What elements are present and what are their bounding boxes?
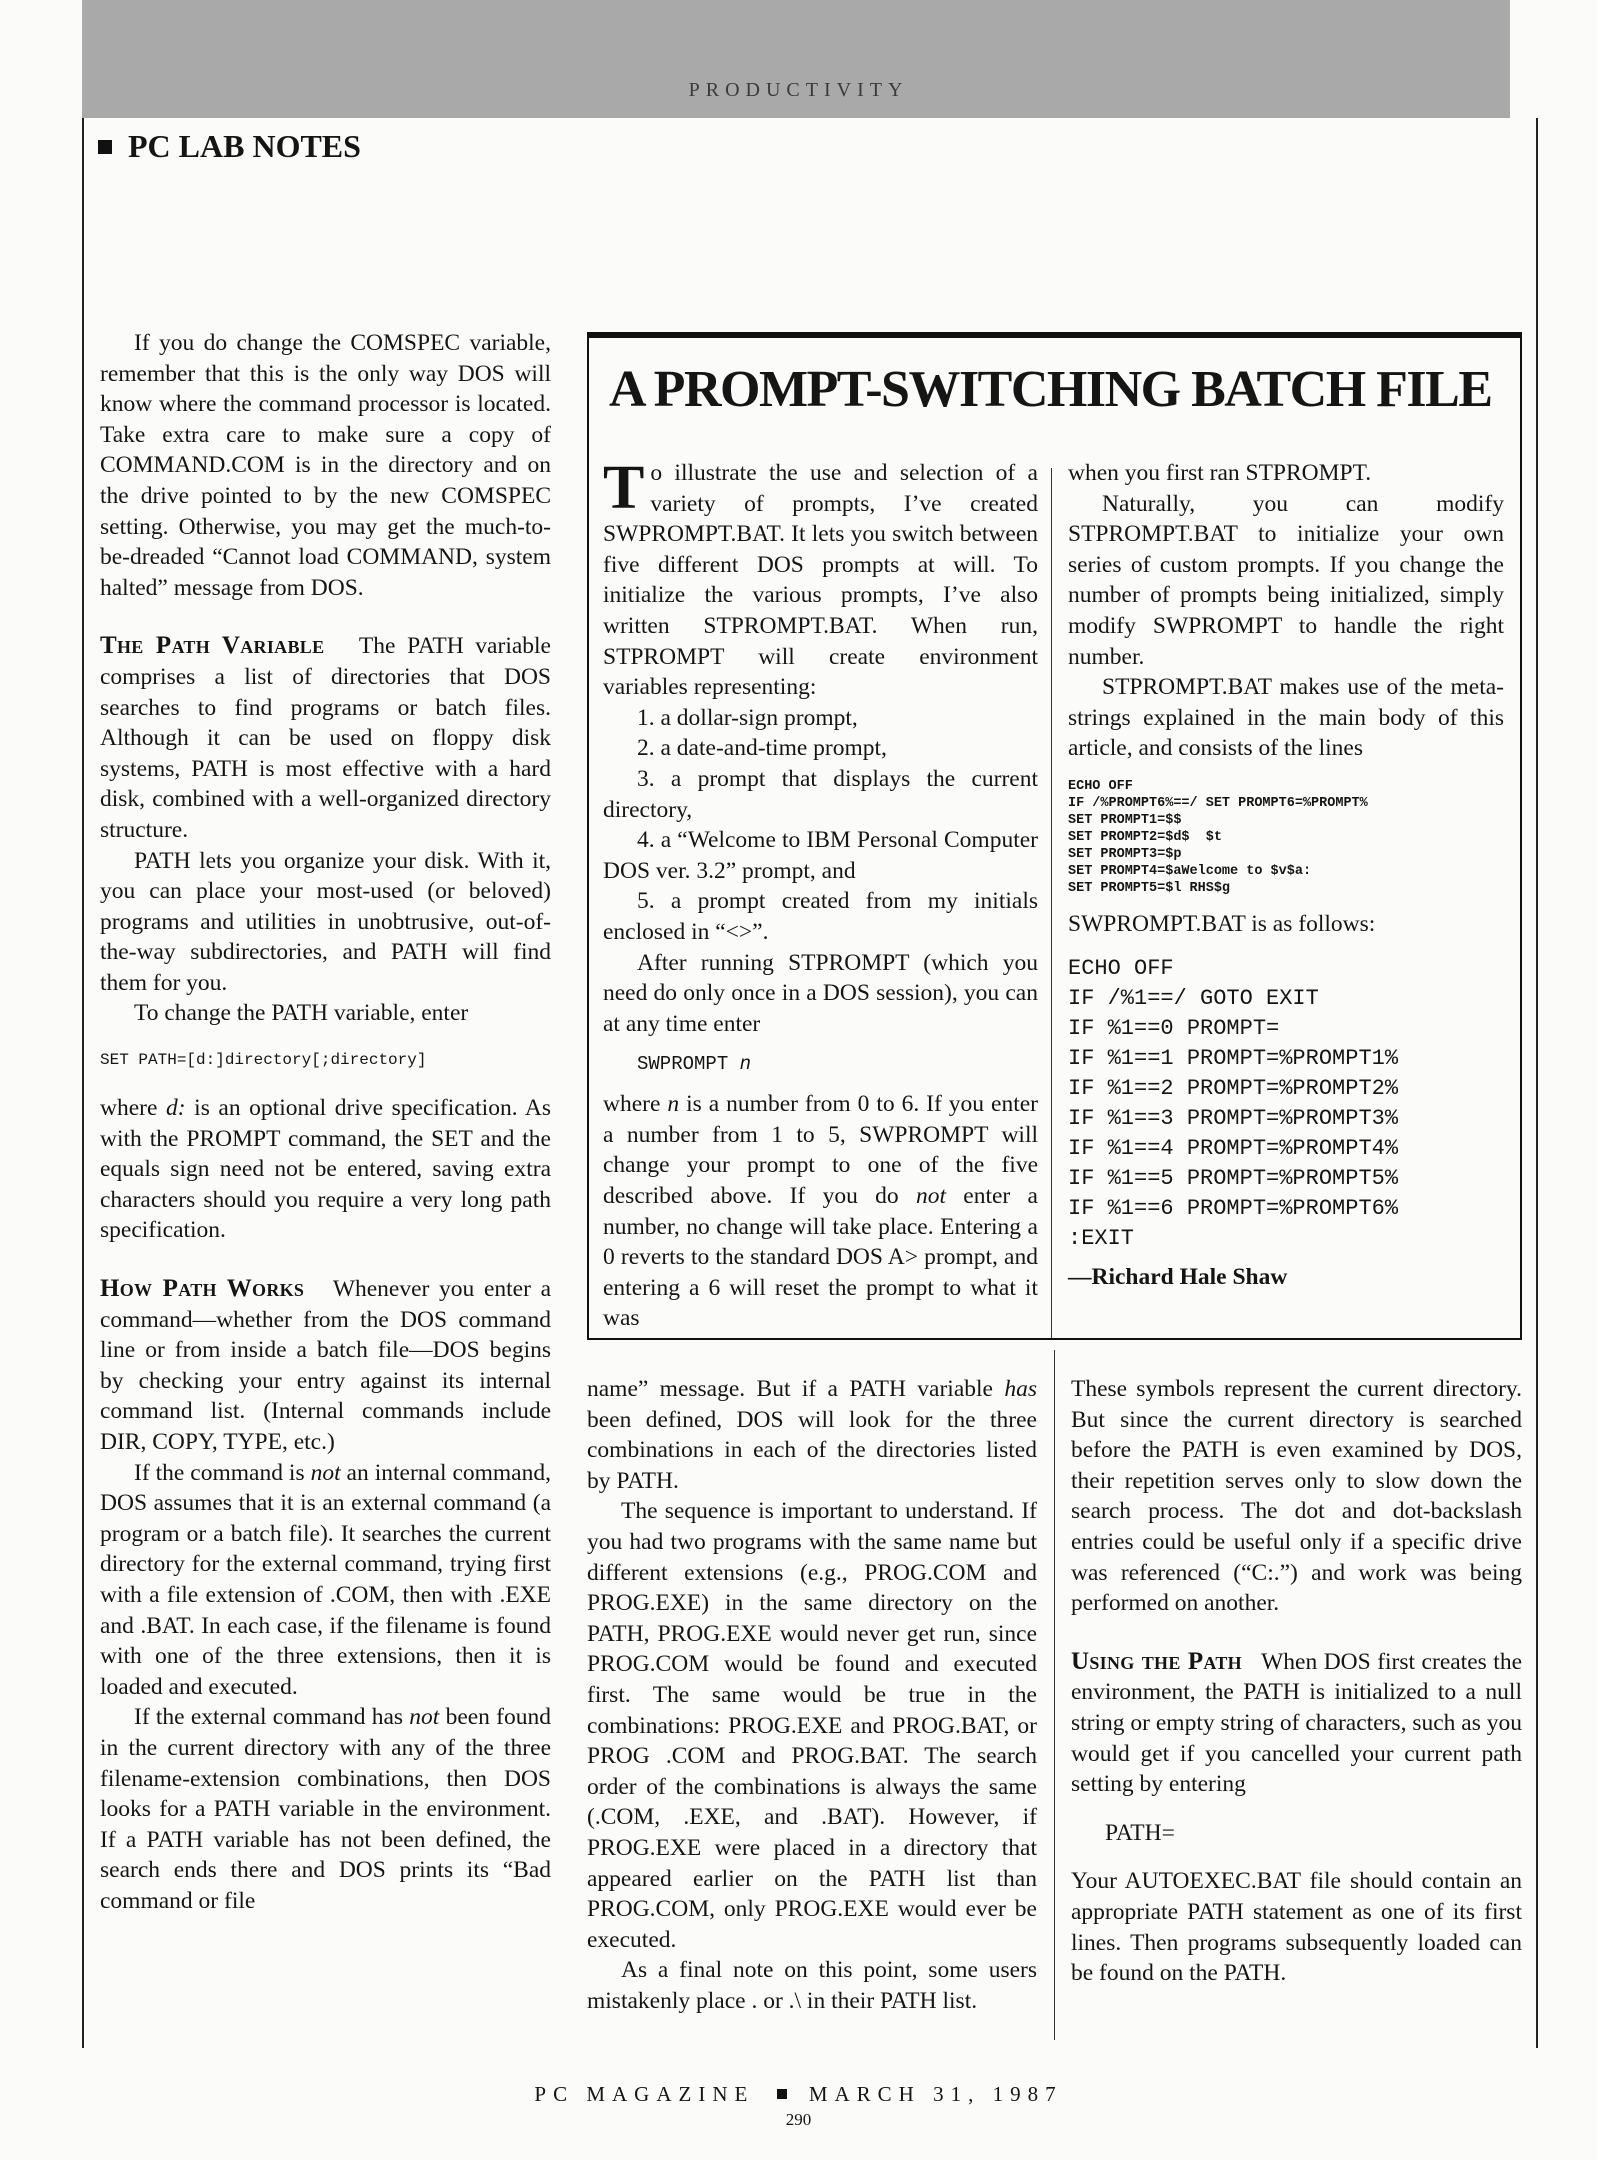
paragraph: If the external command has not been found in the current directory with any of the three filename-extension combinations, then DOS looks for a PATH variable in the environment. If a PATH variable has not been defined, the search ends there and DOS prints its “Bad command or file bbox=[100, 1704, 551, 1914]
subhead-using-the-path: Using the Path bbox=[1071, 1647, 1242, 1675]
list-item: 1. a dollar-sign prompt, bbox=[637, 704, 858, 731]
page-footer bbox=[0, 2082, 1597, 2107]
prompt-list bbox=[603, 703, 1038, 948]
list-item: 2. a date-and-time prompt, bbox=[637, 735, 887, 762]
paragraph: SWPROMPT.BAT is as follows: bbox=[1068, 910, 1376, 937]
swprompt-listing: ECHO OFF IF /%1==/ GOTO EXIT IF %1==0 PROMPT= IF %1==1 PROMPT=%PROMPT1% IF %1==2 PROMPT=%PROMPT2% IF %1==3 PROMPT=%PROMPT3% IF %1==4 PROMPT=%PROMPT4% IF %1==5 PROMPT=%PROMPT5% IF %1==6 PROMPT=%PROMPT6% :EXIT bbox=[1068, 955, 1399, 1251]
paragraph: To illustrate the use and selection of a variety of prompts, I’ve created SWPROMPT.BAT. It lets you switch between five different DOS prompts at will. To initialize the various prompts, I’ve also written STPROMPT.BAT. When run, STPROMPT will create environment variables representing: bbox=[603, 454, 1038, 701]
paragraph: name” message. But if a PATH variable has been defined, DOS will look for the three combinations in each of the directories listed by PATH. bbox=[587, 1376, 1037, 1494]
subhead-path-variable: The Path Variable bbox=[100, 632, 325, 660]
column-title: PC LAB NOTES bbox=[98, 128, 361, 165]
paragraph: If you do change the COMSPEC variable, remember that this is the only way DOS will know where the command processor is located. Take extra care to make sure a copy of COMMAND.COM is in the directory and on the drive pointed to by the new COMSPEC setting. Otherwise, you may get the much-to-be-dreaded “Cannot load COMMAND, system halted” message from DOS. bbox=[100, 330, 551, 601]
paragraph: The Path Variable The PATH variable comprises a list of directories that DOS searches to find programs or batch files. Although it can be used on floppy disk systems, PATH is most effective with a hard disk, combined with a well-organized directory structure. bbox=[100, 632, 551, 843]
list-item: 5. a prompt created from my initials enclosed in “<>”. bbox=[603, 888, 1038, 945]
sidebar-box bbox=[587, 332, 1522, 1340]
sidebar-column-divider bbox=[1051, 468, 1052, 1338]
paragraph: To change the PATH variable, enter bbox=[134, 1000, 469, 1027]
magazine-name: PC MAGAZINE bbox=[534, 2082, 755, 2106]
left-page-rule bbox=[82, 118, 84, 2048]
page-number: 290 bbox=[785, 2110, 812, 2129]
paragraph: The sequence is important to understand. If you had two programs with the same name but different extensions (e.g., PROG.COM and PROG.EXE) in the same directory on the PATH, PROG.EXE would never get run, since PROG.COM would be found and executed first. The same would be true in the combinations: PROG.EXE and PROG.BAT, or PROG .COM and PROG.BAT. The search order of the combinations is always the same (.COM, .EXE, and .BAT). However, if PROG.EXE were placed in a directory that appeared earlier on the PATH list than PROG.COM, only PROG.EXE would ever be executed. bbox=[587, 1498, 1037, 1953]
bullet-square-icon bbox=[98, 140, 112, 154]
list-item: 4. a “Welcome to IBM Personal Computer DOS ver. 3.2” prompt, and bbox=[603, 827, 1038, 884]
paragraph: These symbols represent the current directory. But since the current directory is searched before the PATH is even examined by DOS, their repetition serves only to slow down the search process. The dot and dot-backslash entries could be useful only if a specific drive was referenced (“C:.”) and work was being performed on another. bbox=[1071, 1376, 1522, 1617]
sidebar-column-right bbox=[1068, 458, 1504, 1292]
byline: —Richard Hale Shaw bbox=[1068, 1263, 1288, 1290]
sidebar-title: A PROMPT-SWITCHING BATCH FILE bbox=[609, 361, 1492, 418]
stprompt-listing: ECHO OFF IF /%PROMPT6%==/ SET PROMPT6=%PROMPT% SET PROMPT1=$$ SET PROMPT2=$d$ $t SET PROMPT3=$p SET PROMPT4=$aWelcome to $v$a: SET PROMPT5=$l RHS$g bbox=[1068, 778, 1368, 896]
paragraph: As a final note on this point, some users mistakenly place . or .\ in their PATH list. bbox=[587, 1957, 1037, 2014]
drop-cap: T bbox=[603, 454, 645, 522]
paragraph: where d: is an optional drive specification. As with the PROMPT command, the SET and the equals sign need not be entered, saving extra characters should you require a very long path specification. bbox=[100, 1095, 551, 1244]
code-line: PATH= bbox=[1105, 1819, 1175, 1846]
paragraph: How Path Works Whenever you enter a command—whether from the DOS command line or from inside a batch file—DOS begins by checking your entry against its internal command list. (Internal commands include DIR, COPY, TYPE, etc.) bbox=[100, 1275, 551, 1455]
footer-bullet-icon bbox=[777, 2089, 787, 2099]
article-column-2 bbox=[587, 1374, 1037, 2016]
paragraph: STPROMPT.BAT makes use of the meta-strings explained in the main body of this article, and consists of the lines bbox=[1068, 674, 1504, 762]
paragraph: where n is a number from 0 to 6. If you enter a number from 1 to 5, SWPROMPT will change your prompt to one of the five described above. If you do not enter a number, no change will take place. Entering a 0 reverts to the standard DOS A> prompt, and entering a 6 will reset the prompt to what it was bbox=[603, 1091, 1038, 1332]
paragraph: If the command is not an internal command, DOS assumes that it is an external command (a program or a batch file). It searches the current directory for the external command, trying first with a file extension of .COM, then with .EXE and .BAT. In each case, if the filename is found with one of the three extensions, then it is loaded and executed. bbox=[100, 1459, 551, 1700]
code-line: SET PATH=[d:]directory[;directory] bbox=[100, 1051, 427, 1070]
paragraph: Using the Path When DOS first creates the environment, the PATH is initialized to a null string or empty string of characters, such as you would get if you cancelled your current path setting by entering bbox=[1071, 1647, 1522, 1798]
paragraph: After running STPROMPT (which you need do only once in a DOS session), you can at any time enter bbox=[603, 949, 1038, 1037]
sidebar-column-left bbox=[603, 454, 1038, 1334]
paragraph: when you first ran STPROMPT. bbox=[1068, 460, 1372, 486]
paragraph: Your AUTOEXEC.BAT file should contain an appropriate PATH statement as one of its first lines. Then programs subsequently loaded can be found on the PATH. bbox=[1071, 1868, 1522, 1987]
article-column-1 bbox=[100, 328, 551, 1917]
paragraph: PATH lets you organize your disk. With it, you can place your most-used (or beloved) programs and utilities in unobtrusive, out-of-the-way subdirectories, and PATH will find them for you. bbox=[100, 847, 551, 996]
section-label: PRODUCTIVITY bbox=[688, 79, 909, 101]
code-line: SWPROMPT n bbox=[637, 1053, 752, 1076]
subhead-how-path-works: How Path Works bbox=[100, 1275, 305, 1303]
column-divider bbox=[1054, 1350, 1055, 2040]
right-page-rule bbox=[1536, 118, 1538, 2048]
article-column-3 bbox=[1071, 1374, 1522, 1989]
issue-date: MARCH 31, 1987 bbox=[808, 2082, 1063, 2106]
list-item: 3. a prompt that displays the current directory, bbox=[603, 765, 1038, 823]
paragraph: Naturally, you can modify STPROMPT.BAT to initialize your own series of custom prompts. If you change the number of prompts being initialized, simply modify SWPROMPT to handle the right number. bbox=[1068, 490, 1504, 670]
